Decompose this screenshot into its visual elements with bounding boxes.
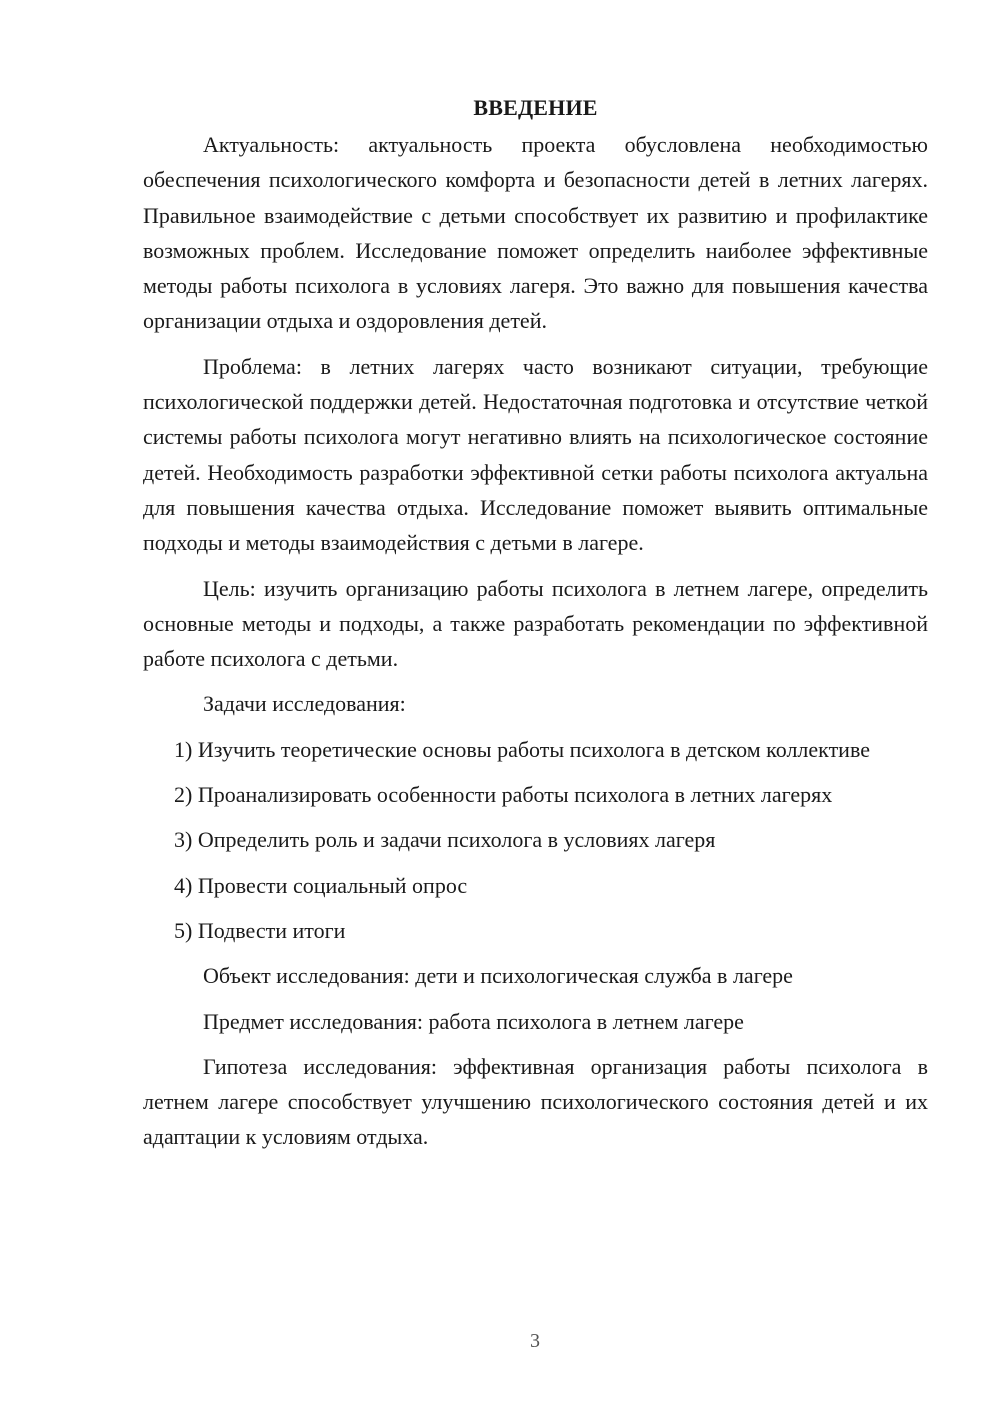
document-page <box>143 92 928 1165</box>
paragraph-hypothesis: Гипотеза исследования: эффективная организация работы психолога в летнем лагере способствует улучшению психологического состояния детей и их адаптации к условиям отдыха. <box>143 1053 928 1150</box>
paragraph-goal: Цель: изучить организацию работы психолога в летнем лагере, определить основные методы и подходы, а также разработать рекомендации по эффективной работе психолога с детьми. <box>143 575 928 672</box>
paragraph-problem: Проблема: в летних лагерях часто возникают ситуации, требующие психологической поддержки детей. Недостаточная подготовка и отсутствие четкой системы работы психолога могут негативно влиять на психологическое состояние детей. Необходимость разработки эффективной сетки работы психолога актуальна для повышения качества отдыха. Исследование поможет выявить оптимальные подходы и методы взаимодействия с детьми в лагере. <box>143 353 928 556</box>
list-item: 2) Проанализировать особенности работы психолога в летних лагерях <box>174 782 833 808</box>
list-item: 3) Определить роль и задачи психолога в условиях лагеря <box>174 827 716 853</box>
list-item: 5) Подвести итоги <box>174 917 346 943</box>
paragraph-object: Объект исследования: дети и психологическая служба в лагере <box>203 963 793 989</box>
page-number: 3 <box>530 1330 540 1352</box>
paragraph-relevance: Актуальность: актуальность проекта обусловлена необходимостью обеспечения психологического комфорта и безопасности детей в летних лагерях. Правильное взаимодействие с детьми способствует их развитию и профилактике возможных проблем. Исследование поможет определить наиболее эффективные методы работы психолога в условиях лагеря. Это важно для повышения качества организации отдыха и оздоровления детей. <box>143 132 928 334</box>
list-item: 4) Провести социальный опрос <box>174 872 468 898</box>
tasks-list <box>143 732 928 948</box>
section-title: ВВЕДЕНИЕ <box>473 95 598 120</box>
paragraph-subject: Предмет исследования: работа психолога в летнем лагере <box>203 1008 744 1034</box>
list-item: 1) Изучить теоретические основы работы психолога в детском коллективе <box>174 736 870 762</box>
tasks-heading: Задачи исследования: <box>203 691 406 717</box>
